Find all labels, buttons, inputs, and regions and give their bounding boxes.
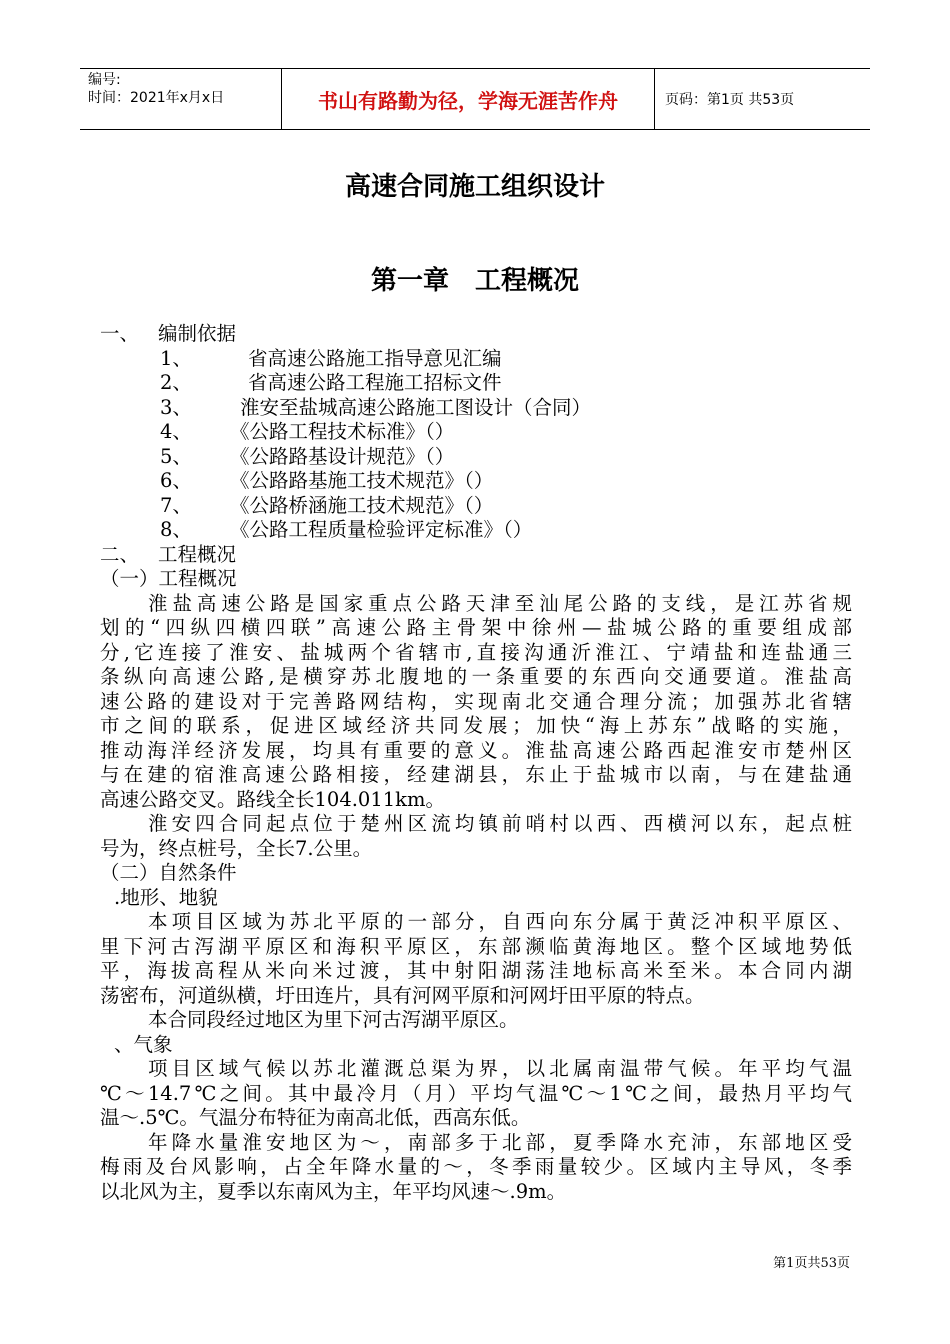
paragraph-line: 市之间的联系，促进区域经济共同发展；加快“海上苏东”战略的实施， [100,714,852,737]
paragraph-line: 条纵向高速公路,是横穿苏北腹地的一条重要的东西向交通要道。淮盐高 [100,665,852,688]
header-meta-cell [80,69,282,129]
document-body [100,322,852,1204]
header-table [80,68,870,130]
list-item-text: 淮安至盐城高速公路施工图设计（合同） [240,395,592,419]
list-item [100,445,852,470]
paragraph-line: 淮盐高速公路是国家重点公路天津至汕尾公路的支线，是江苏省规 [148,591,852,615]
list-item [100,469,852,494]
section-heading-overview [100,543,852,568]
paragraph-line: 以北风为主，夏季以东南风为主，年平均风速～.9m。 [100,1179,567,1203]
paragraph-line: 号为，终点桩号，全长7.公里。 [100,836,373,860]
paragraph-line: 平，海拔高程从米向米过渡，其中射阳湖荡洼地标高米至米。本合同内湖 [100,959,852,982]
paragraph-terrain [100,910,852,1008]
list-item-text: 《公路工程质量检验评定标准》（） [230,518,533,541]
list-item-text: 省高速公路施工指导意见汇编 [248,346,502,370]
paragraph-overview [100,592,852,813]
paragraph-line: 梅雨及台风影响，占全年降水量的～，冬季雨量较少。区域内主导风，冬季 [100,1155,852,1178]
list-item [100,396,852,421]
subsection-heading: （二）自然条件 [100,861,237,884]
paragraph-line: 推动海洋经济发展，均具有重要的意义。淮盐高速公路西起淮安市楚州区 [100,738,852,762]
paragraph-line: 划的“四纵四横四联”高速公路主骨架中徐州—盐城公路的重要组成部 [100,616,852,639]
list-item-number: 6、 [160,469,192,492]
topic-heading: .地形、地貌 [114,885,218,909]
document-number-label: 编号: [88,72,121,88]
list-item [100,494,852,519]
paragraph-line: 本项目区域为苏北平原的一部分，自西向东分属于黄泛冲积平原区、 [148,910,852,933]
paragraph-precipitation [100,1131,852,1205]
list-item-text: 省高速公路工程施工招标文件 [248,371,502,394]
paragraph-line: 淮安四合同起点位于楚州区流均镇前哨村以西、西横河以东，起点桩 [148,812,852,835]
paragraph-line: 里下河古泻湖平原区和海积平原区，东部濒临黄海地区。整个区域地势低 [100,934,852,958]
list-item [100,420,852,445]
document-time-label: 时间：2021年x月x日 [88,90,225,106]
paragraph-contract [100,812,852,861]
section-title: 编制依据 [158,322,237,345]
list-item-number: 4、 [160,420,192,443]
list-item-text: 《公路路基设计规范》（） [230,444,455,468]
topic-heading: 、气象 [114,1032,173,1056]
list-item-number: 5、 [160,444,192,468]
header-motto: 书山有路勤为径，学海无涯苦作舟 [282,69,655,129]
header-page-number: 页码：第1页 共53页 [665,92,795,108]
list-item [100,347,852,372]
paragraph-line: ℃～14.7℃之间。其中最冷月（月）平均气温℃～1℃之间，最热月平均气 [100,1081,852,1105]
list-item-text: 《公路路基施工技术规范》（） [230,469,494,492]
list-item-number: 2、 [160,371,192,394]
list-item [100,371,852,396]
list-item-text: 《公路桥涵施工技术规范》（） [230,493,494,517]
paragraph-line: 本合同段经过地区为里下河古泻湖平原区。 [148,1008,519,1031]
chapter-title: 第一章 工程概况 [370,266,579,296]
list-item-number: 8、 [160,518,192,541]
section-number: 一、 [100,322,140,345]
subsection-heading: （一）工程概况 [100,567,237,590]
paragraph-line: 项目区域气候以苏北灌溉总渠为界，以北属南温带气候。年平均气温 [148,1057,852,1080]
list-item [100,518,852,543]
paragraph-line: 年降水量淮安地区为～，南部多于北部，夏季降水充沛，东部地区受 [148,1130,852,1154]
list-item-number: 7、 [160,493,192,517]
footer-page-number: 第1页共53页 [773,1256,850,1271]
paragraph-line: 高速公路交叉。路线全长104.011km。 [100,787,445,811]
list-item-number: 1、 [160,346,192,370]
paragraph-line: 温～.5℃。气温分布特征为南高北低，西高东低。 [100,1106,531,1129]
list-item-number: 3、 [160,395,192,419]
section-heading-basis [100,322,852,347]
paragraph-line: 分,它连接了淮安、盐城两个省辖市,直接沟通沂淮江、宁靖盐和连盐通三 [100,640,852,664]
section-title: 工程概况 [158,542,237,566]
paragraph-line: 与在建的宿淮高速公路相接，经建湖县，东止于盐城市以南，与在建盐通 [100,763,852,786]
document-title: 高速合同施工组织设计 [344,172,605,202]
list-item-text: 《公路工程技术标准》（） [230,420,455,443]
paragraph-line: 荡密布，河道纵横，圩田连片，具有河网平原和河网圩田平原的特点。 [100,983,705,1007]
paragraph-climate [100,1057,852,1131]
paragraph-line: 速公路的建设对于完善路网结构，实现南北交通合理分流；加强苏北省辖 [100,689,852,713]
section-number: 二、 [100,542,140,566]
